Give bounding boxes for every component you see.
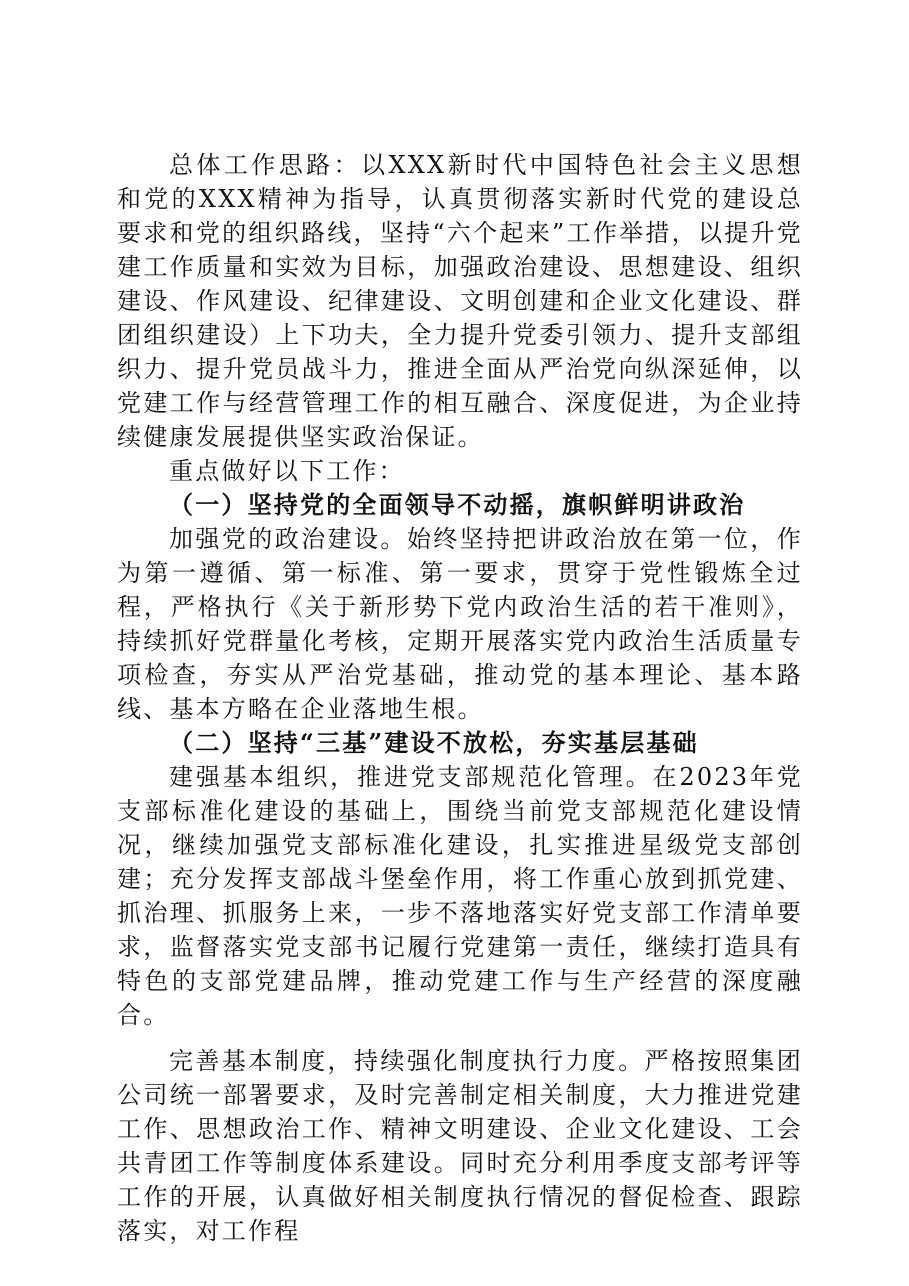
section-heading-2: （二）坚持“三基”建设不放松，夯实基层基础 [169, 728, 699, 757]
paragraph-overall-approach: 总体工作思路：以XXX新时代中国特色社会主义思想和党的XXX精神为指导，认真贯彻落实新时代党的建设总要求和党的组织路线，坚持“六个起来”工作举措，以提升党建工作质量和实效为目标，加强政治建设、思想建设、组织建设、作风建设、纪律建设、文明创建和企业文化建设、群团组织建设）上下功夫，全力提升党委引领力、提升支部组织力、提升党员战斗力，推进全面从严治党向纵深延伸，以党建工作与经营管理工作的相互融合、深度促进，为企业持续健康发展提供坚实政治保证。 [117, 151, 803, 451]
section-heading-1: （一）坚持党的全面领导不动摇，旗帜鲜明讲政治 [169, 490, 746, 519]
paragraph-key-work-intro: 重点做好以下工作： [169, 457, 405, 485]
paragraph-political-construction: 加强党的政治建设。始终坚持把讲政治放在第一位，作为第一遵循、第一标准、第一要求，贯穿于党性锻炼全过程，严格执行《关于新形势下党内政治生活的若干准则》，持续抓好党群量化考核，定期开展落实党内政治生活质量专项检查，夯实从严治党基础，推动党的基本理论、基本路线、基本方略在企业落地生根。 [117, 525, 803, 723]
document-body [117, 148, 803, 1248]
paragraph-basic-system: 完善基本制度，持续强化制度执行力度。严格按照集团公司统一部署要求，及时完善制定相关制度，大力推进党建工作、思想政治工作、精神文明建设、企业文化建设、工会共青团工作等制度体系建设。同时充分利用季度支部考评等工作的开展，认真做好相关制度执行情况的督促检查、跟踪落实，对工作程 [117, 1047, 803, 1245]
paragraph-basic-organization: 建强基本组织，推进党支部规范化管理。在2023年党支部标准化建设的基础上，围绕当前党支部规范化建设情况，继续加强党支部标准化建设，扎实推进星级党支部创建；充分发挥支部战斗堡垒作用，将工作重心放到抓党建、抓治理、抓服务上来，一步不落地落实好党支部工作清单要求，监督落实党支部书记履行党建第一责任，继续打造具有特色的支部党建品牌，推动党建工作与生产经营的深度融合。 [117, 763, 803, 1029]
